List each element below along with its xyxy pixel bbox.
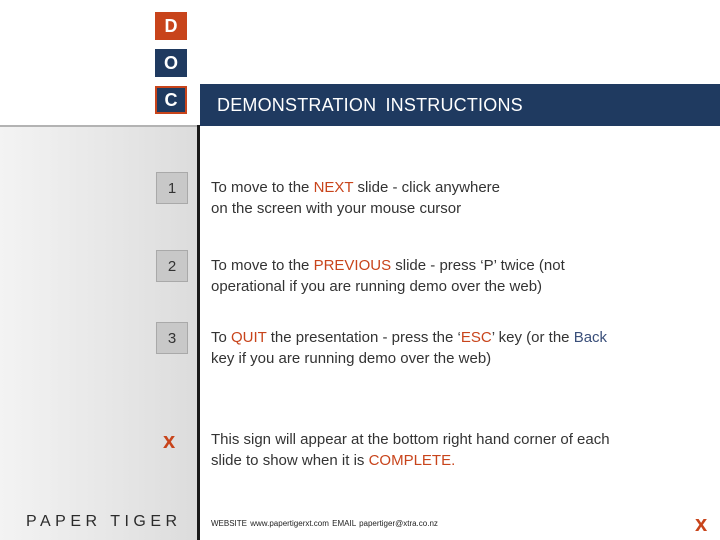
step-1-line-1	[211, 177, 706, 198]
logo-letter-d: D	[155, 12, 187, 40]
logo-letter-c: C	[155, 86, 187, 114]
complete-x-icon: x	[163, 428, 176, 453]
logo-letter-o: O	[155, 49, 187, 77]
text-segment: the presentation - press the ‘	[266, 329, 461, 346]
next-keyword: NEXT	[313, 179, 354, 196]
step-2-text	[211, 255, 706, 297]
step-2-line-1	[211, 255, 706, 276]
step-1-line-2: on the screen with your mouse cursor	[211, 200, 462, 217]
text-segment: slide - click anywhere	[353, 179, 501, 196]
brand-name: PAPER TIGER	[26, 513, 182, 530]
text-segment: To	[211, 329, 232, 346]
esc-keyword: ESC	[460, 329, 492, 346]
text-segment: slide to show when it is	[211, 452, 369, 469]
quit-keyword: QUIT	[231, 329, 267, 346]
step-1-text	[211, 177, 706, 219]
text-segment: slide - press ‘P’ twice (not	[391, 257, 565, 274]
back-keyword: Back	[573, 329, 608, 346]
step-4-line-1: This sign will appear at the bottom right hand corner of each	[211, 431, 610, 448]
text-segment: ’ key (or the	[491, 329, 574, 346]
header-bar	[200, 84, 720, 126]
step-number-1: 1	[156, 172, 188, 204]
vertical-divider	[197, 125, 200, 540]
step-number-2: 2	[156, 250, 188, 282]
step-2-line-2: operational if you are running demo over the web)	[211, 278, 543, 295]
footer-contact: WEBSITE www.papertigerxt.com EMAIL papertiger@xtra.co.nz	[211, 519, 438, 528]
previous-keyword: PREVIOUS	[313, 257, 392, 274]
step-4-text	[211, 429, 706, 471]
text-segment: To move to the	[211, 179, 314, 196]
step-3-text	[211, 327, 706, 369]
end-x-icon: x	[695, 511, 708, 536]
step-number-3: 3	[156, 322, 188, 354]
text-segment: To move to the	[211, 257, 314, 274]
step-3-line-1	[211, 327, 706, 348]
page-title: DEMONSTRATION INSTRUCTIONS	[217, 94, 523, 115]
left-divider	[0, 125, 197, 127]
step-4-line-2	[211, 450, 706, 471]
step-3-line-2: key if you are running demo over the web)	[211, 350, 492, 367]
complete-keyword: COMPLETE.	[368, 452, 456, 469]
